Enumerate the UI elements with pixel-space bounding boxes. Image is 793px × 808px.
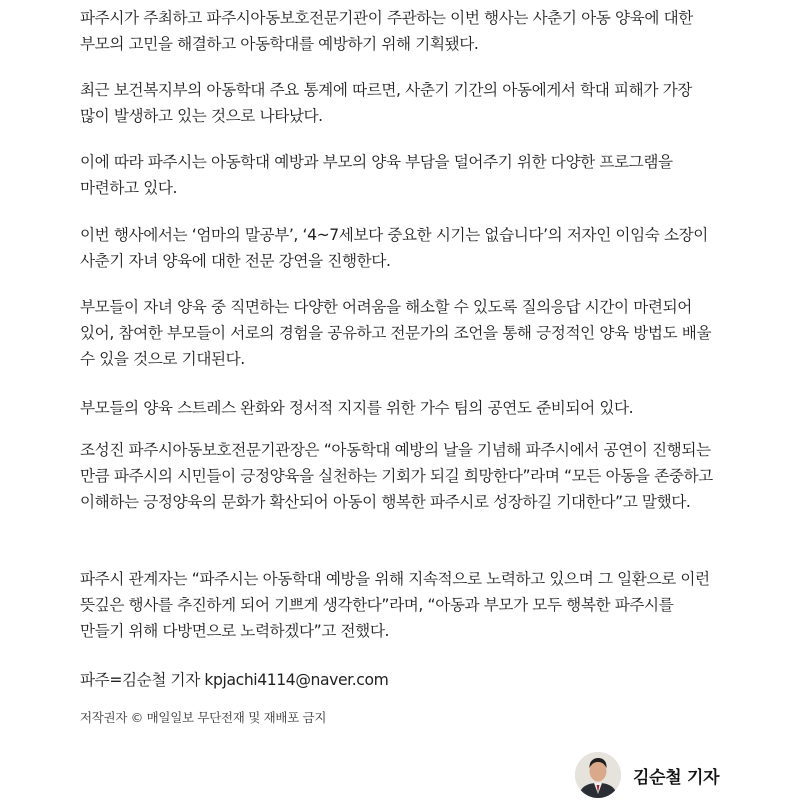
paragraph: 이에 따라 파주시는 아동학대 예방과 부모의 양육 부담을 덜어주기 위한 다양한 프로그램을 마련하고 있다.	[80, 153, 673, 197]
paragraph: 조성진 파주시아동보호전문기관장은 “아동학대 예방의 날을 기념해 파주시에서 공연이 진행되는 만큼 파주시의 시민들이 긍정양육을 실천하는 기회가 되길 희망한다”라며 “모든 아동을 존중하고 이해하는 긍정양육의 문화가 확산되어 아동이 행복한 파주시로 성장하길 기대한다”고 말했다.	[80, 441, 713, 511]
avatar[interactable]	[575, 752, 621, 798]
reporter-name[interactable]: 김순철 기자	[633, 767, 720, 788]
paragraph: 부모들이 자녀 양육 중 직면하는 다양한 어려움을 해소할 수 있도록 질의응답 시간이 마련되어 있어, 참여한 부모들이 서로의 경험을 공유하고 전문가의 조언을 통해 긍정적인 양육 방법도 배울 수 있을 것으로 기대된다.	[80, 298, 712, 368]
reporter-photo-icon	[575, 752, 621, 798]
paragraph: 최근 보건복지부의 아동학대 주요 통계에 따르면, 사춘기 기간의 아동에게서 학대 피해가 가장 많이 발생하고 있는 것으로 나타났다.	[80, 81, 692, 125]
paragraph: 파주시가 주최하고 파주시아동보호전문기관이 주관하는 이번 행사는 사춘기 아동 양육에 대한 부모의 고민을 해결하고 아동학대를 예방하기 위해 기획됐다.	[80, 9, 693, 53]
paragraph: 이번 행사에서는 ‘엄마의 말공부’, ‘4~7세보다 중요한 시기는 없습니다’의 저자인 이임숙 소장이 사춘기 자녀 양육에 대한 전문 강연을 진행한다.	[80, 226, 708, 270]
byline: 파주=김순철 기자 kpjachi4114@naver.com	[80, 671, 389, 689]
paragraph: 파주시 관계자는 “파주시는 아동학대 예방을 위해 지속적으로 노력하고 있으며 그 일환으로 이런 뜻깊은 행사를 추진하게 되어 기쁘게 생각한다”라며, “아동과 부모가 모두 행복한 파주시를 만들기 위해 다방면으로 노력하겠다”고 전했다.	[80, 570, 710, 640]
copyright-notice: 저작권자 © 매일일보 무단전재 및 재배포 금지	[80, 710, 327, 725]
reporter-profile[interactable]	[575, 752, 719, 798]
paragraph: 부모들의 양육 스트레스 완화와 정서적 지지를 위한 가수 팀의 공연도 준비되어 있다.	[80, 399, 634, 417]
